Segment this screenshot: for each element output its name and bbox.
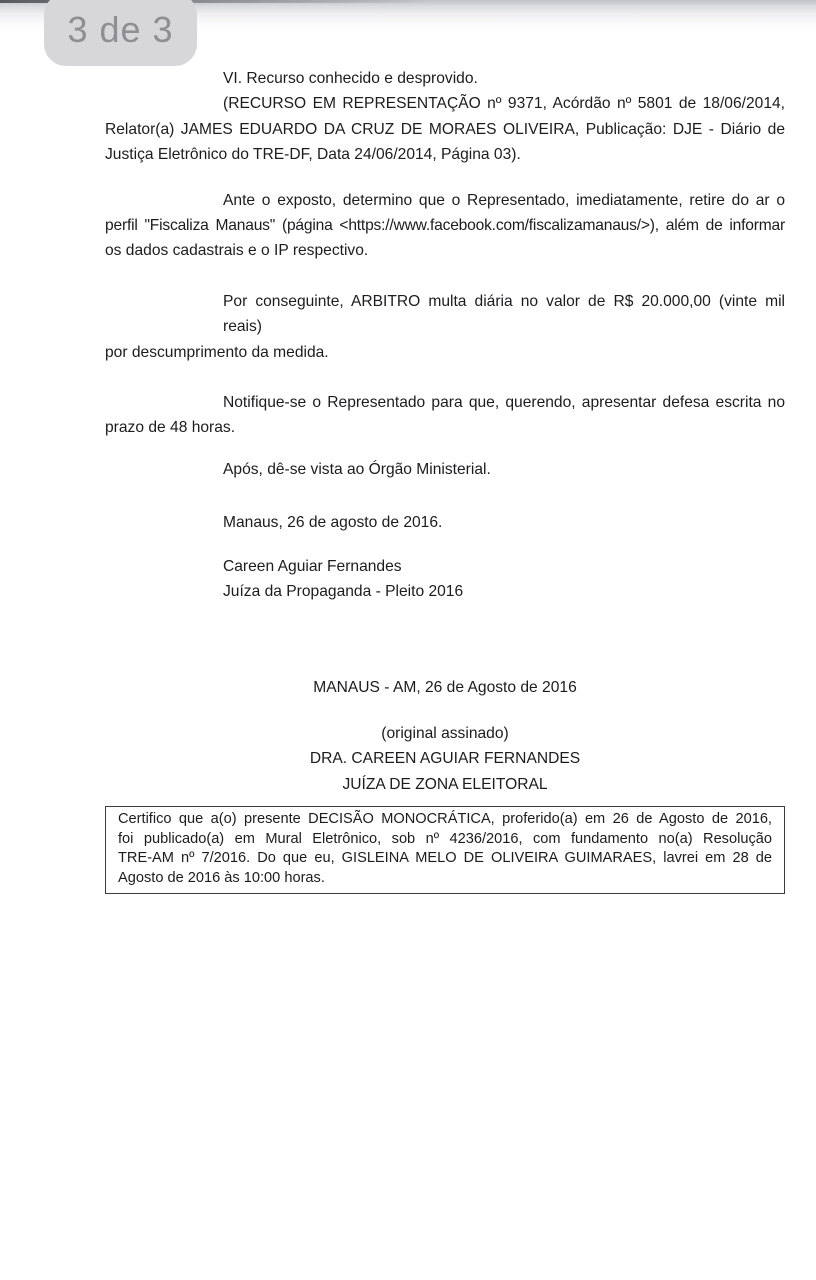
doc-line: os dados cadastrais e o IP respectivo. [105, 242, 369, 260]
doc-line: (RECURSO EM REPRESENTAÇÃO nº 9371, Acórdão nº 5801 de 18/06/2014, [223, 95, 785, 113]
doc-line: prazo de 48 horas. [105, 419, 236, 437]
doc-line: por descumprimento da medida. [105, 343, 329, 361]
paragraph [105, 510, 785, 535]
signature-name: Careen Aguiar Fernandes [223, 557, 402, 575]
doc-line: Relator(a) JAMES EDUARDO DA CRUZ DE MORAES OLIVEIRA, Publicação: DJE - Diário de [105, 120, 785, 138]
closing-original-note: (original assinado) [381, 724, 509, 742]
doc-line: Manaus, 26 de agosto de 2016. [223, 514, 443, 532]
certification-line: Agosto de 2016 às 10:00 horas. [118, 869, 325, 886]
paragraph [105, 188, 785, 264]
signature-title: Juíza da Propaganda - Pleito 2016 [223, 583, 464, 601]
closing-judge-name: DRA. CAREEN AGUIAR FERNANDES [309, 750, 581, 768]
closing-place-date: MANAUS - AM, 26 de Agosto de 2016 [313, 678, 577, 696]
paragraph [105, 457, 785, 482]
paragraph [105, 91, 785, 167]
certification-line: foi publicado(a) em Mural Eletrônico, sob nº 4236/2016, com fundamento no(a) Resolução [118, 830, 772, 847]
doc-line: Ante o exposto, determino que o Representado, imediatamente, retire do ar o [223, 191, 785, 209]
closing-block [105, 675, 785, 798]
doc-line: Notifique-se o Representado para que, querendo, apresentar defesa escrita no [223, 394, 785, 412]
signature-block [105, 554, 785, 605]
doc-line: VI. Recurso conhecido e desprovido. [223, 70, 478, 87]
doc-line: perfil "Fiscaliza Manaus" (página <https://www.facebook.com/fiscalizamanaus/>), além de informar [105, 217, 785, 235]
doc-line: Justiça Eletrônico do TRE-DF, Data 24/06/2014, Página 03). [105, 146, 521, 164]
doc-line: Por conseguinte, ARBITRO multa diária no valor de R$ 20.000,00 (vinte mil reais) [223, 292, 785, 336]
paragraph [105, 289, 785, 365]
certification-line: Certifico que a(o) presente DECISÃO MONOCRÁTICA, proferido(a) em 26 de Agosto de 2016, [118, 811, 772, 828]
doc-line: Após, dê-se vista ao Órgão Ministerial. [223, 460, 491, 478]
certification-line: TRE-AM nº 7/2016. Do que eu, GISLEINA MELO DE OLIVEIRA GUIMARAES, lavrei em 28 de [118, 850, 772, 867]
page-indicator-badge: 3 de 3 [44, 0, 197, 66]
closing-judge-title: JUÍZA DE ZONA ELEITORAL [342, 775, 548, 793]
paragraph [105, 66, 785, 91]
certification-box [105, 806, 785, 894]
document-text [105, 66, 785, 894]
paragraph [105, 390, 785, 441]
